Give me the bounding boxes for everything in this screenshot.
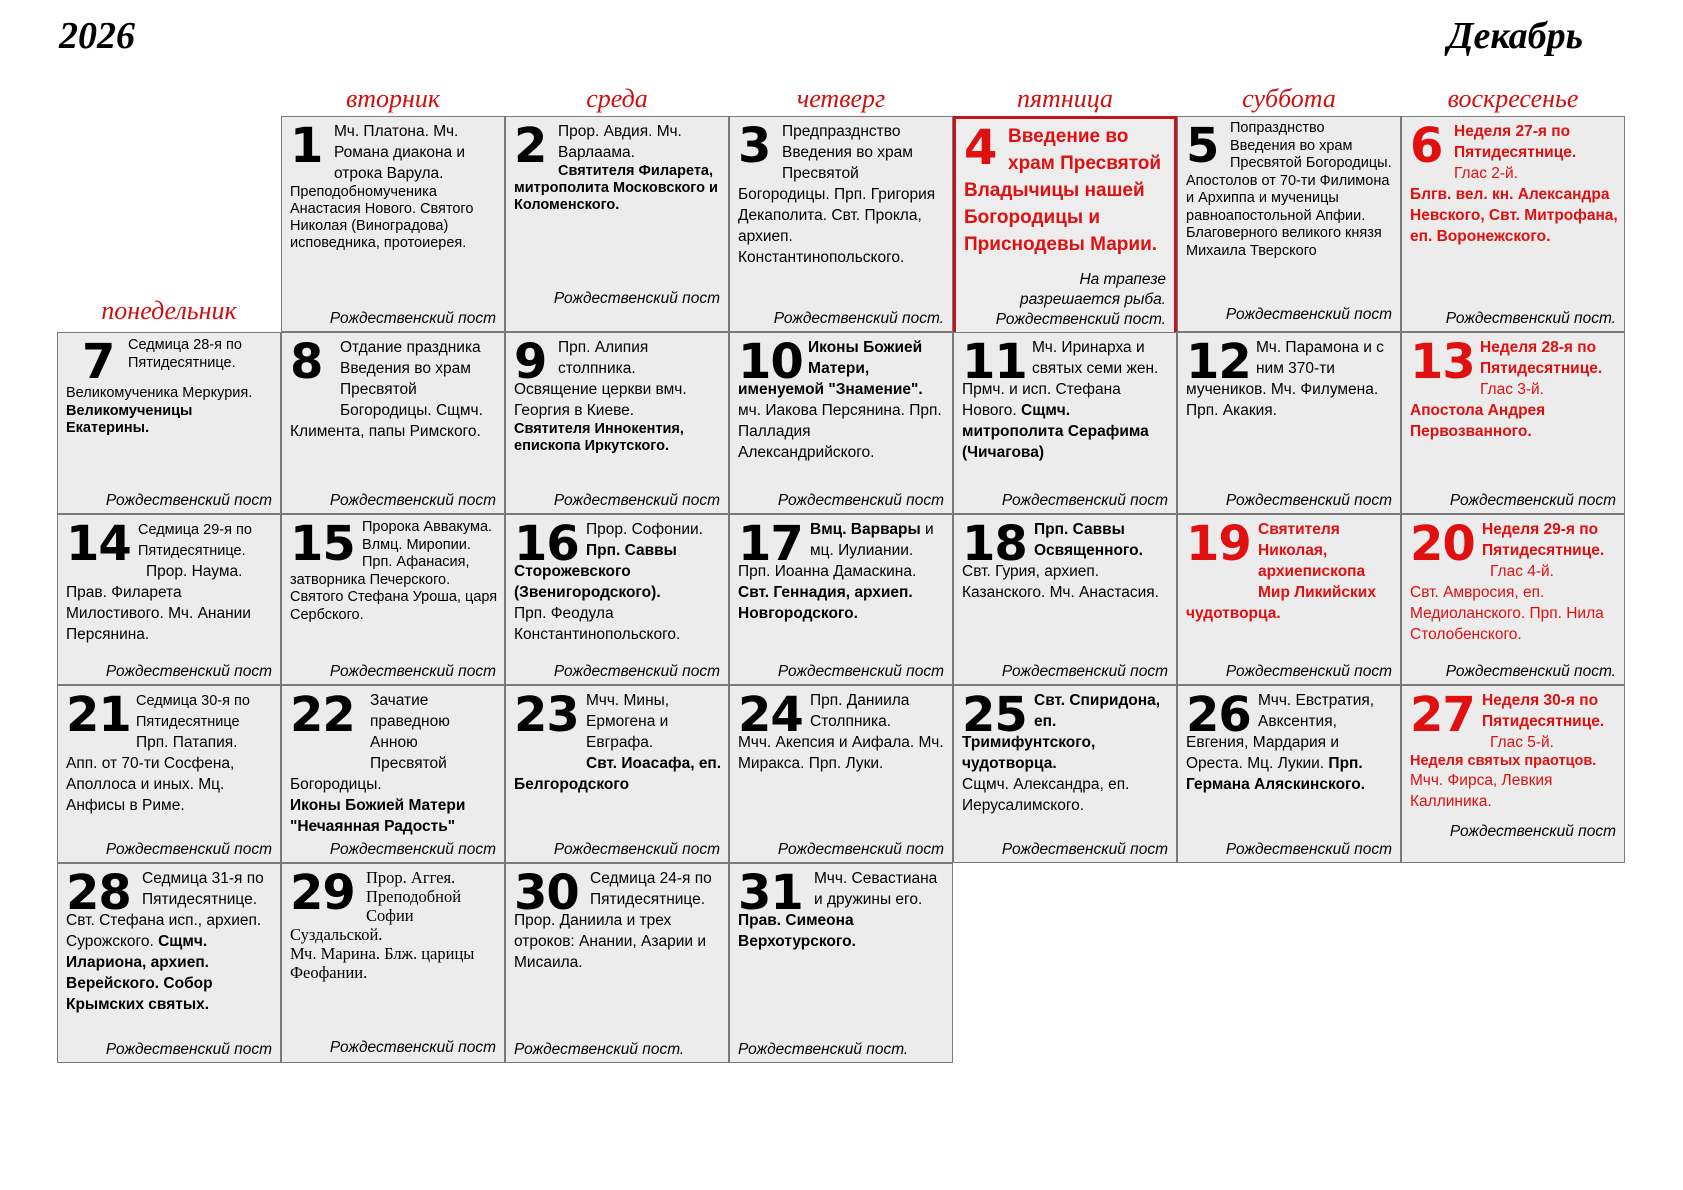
day-saints: Седмица 24-я по Пятидесятнице. Прор. Даниила и трех отроков: Анании, Азарии и Мисаила. (514, 870, 712, 971)
day-saints: Седмица 31-я по Пятидесятнице. Свт. Стефана исп., архиеп. Сурожского. Сщмч. Илариона, архиеп. Верейского. Собор Крымских святых. (66, 870, 264, 1013)
fast-label: Рождественский пост (553, 290, 720, 307)
day-saints: Святителя Николая, архиепископа Мир Ликийских чудотворца. (1186, 521, 1376, 622)
day-number: 11 (962, 334, 1027, 390)
day-saints: Прор. Софонии. Прп. Саввы Сторожевского (Звенигородского). Прп. Феодула Константинопольского. (514, 521, 703, 643)
day-number: 28 (66, 865, 131, 921)
day-saints: Вмц. Варвары и мц. Иулиании. Прп. Иоанна Дамаскина. Свт. Геннадия, архиеп. Новгородского. (738, 521, 934, 622)
day-cell-17[interactable] (729, 514, 953, 685)
day-number: 2 (514, 118, 547, 174)
day-cell-11[interactable] (953, 332, 1177, 514)
day-cell-6[interactable] (1401, 116, 1625, 332)
day-cell-2[interactable] (505, 116, 729, 332)
fast-label: Рождественский пост (105, 492, 272, 509)
dow-wednesday: среда (586, 84, 648, 113)
day-cell-21[interactable] (57, 685, 281, 863)
day-saints: Свт. Спиридона, еп. Тримифунтского, чудотворца. Сщмч. Александра, еп. Иерусалимского. (962, 692, 1161, 814)
day-number: 5 (1186, 118, 1219, 174)
day-number: 12 (1186, 334, 1251, 390)
day-cell-5[interactable] (1177, 116, 1401, 332)
day-number: 4 (964, 120, 997, 176)
day-saints: Предпразднство Введения во храм Пресвятой Богородицы. Прп. Григория Декаполита. Свт. Прокла, архиеп. Константинопольского. (738, 123, 936, 266)
fast-label: Рождественский пост (1225, 841, 1392, 858)
day-number: 27 (1410, 687, 1475, 743)
day-cell-1[interactable] (281, 116, 505, 332)
dow-saturday: суббота (1242, 84, 1336, 113)
day-number: 25 (962, 687, 1027, 743)
fast-label: Рождественский пост. (738, 1041, 909, 1058)
day-saints: Седмица 29-я по Пятидесятнице. Прор. Наума. Прав. Филарета Милостивого. Мч. Анании Персянина. (66, 522, 252, 643)
fast-label: Рождественский пост (329, 310, 496, 327)
fast-label: Рождественский пост (1225, 492, 1392, 509)
fast-label: Рождественский пост (105, 1041, 272, 1058)
day-cell-31[interactable] (729, 863, 953, 1063)
fast-label: Рождественский пост. (1445, 663, 1616, 680)
fast-label: Рождественский пост (1449, 492, 1616, 509)
day-number: 22 (290, 687, 355, 743)
day-saints: Иконы Божией Матери, именуемой "Знамение". мч. Иакова Персянина. Прп. Палладия Александрийского. (738, 339, 942, 461)
day-saints: Мчч. Мины, Ермогена и Евграфа. Свт. Иоасафа, еп. Белгородского (514, 692, 722, 793)
day-number: 13 (1410, 334, 1475, 390)
month-title: Декабрь (1447, 15, 1583, 57)
day-number: 18 (962, 516, 1027, 572)
day-saints: Зачатие праведною Анною Пресвятой Богородицы. Иконы Божией Матери "Нечаянная Радость" (290, 692, 466, 835)
day-number: 15 (290, 516, 355, 572)
day-saints: Попразднство Введения во храм Пресвятой Богородицы. Апостолов от 70-ти Филимона и Архиппа и мученицы равноапостольной Апфии. Благоверного великого князя Михаила Тверского (1186, 120, 1392, 259)
day-cell-29[interactable] (281, 863, 505, 1063)
day-saints: Мчч. Евстратия, Авксентия, Евгения, Мардария и Ореста. Мц. Лукии. Прп. Германа Аляскинского. (1186, 692, 1375, 793)
day-number: 17 (738, 516, 803, 572)
fast-label: Рождественский пост. (995, 311, 1166, 328)
day-cell-16[interactable] (505, 514, 729, 685)
fasting-note: На трапезе разрешается рыба. (1019, 271, 1166, 308)
day-number: 24 (738, 687, 803, 743)
fast-label: Рождественский пост (329, 663, 496, 680)
dow-tuesday: вторник (345, 84, 441, 113)
dow-thursday: четверг (796, 84, 886, 113)
day-cell-15[interactable] (281, 514, 505, 685)
day-cell-14[interactable] (57, 514, 281, 685)
day-number: 29 (290, 865, 355, 921)
day-saints: Прп. Даниила Столпника. Мчч. Акепсия и Аифала. Мч. Миракса. Прп. Луки. (738, 692, 944, 772)
fast-label: Рождественский пост (777, 492, 944, 509)
fast-label: Рождественский пост (329, 492, 496, 509)
day-saints: Неделя 28-я по Пятидесятнице. Глас 3-й. Апостола Андрея Первозванного. (1410, 339, 1603, 440)
day-number: 6 (1410, 118, 1443, 174)
day-cell-4[interactable] (953, 116, 1177, 335)
fast-label: Рождественский пост. (1445, 310, 1616, 327)
dow-monday: понедельник (101, 296, 237, 325)
fast-label: Рождественский пост (553, 492, 720, 509)
day-saints: Мч. Парамона и с ним 370-ти мучеников. Мч. Филумена. Прп. Акакия. (1186, 339, 1384, 419)
day-cell-12[interactable] (1177, 332, 1401, 514)
day-saints: Неделя 27-я по Пятидесятнице. Глас 2-й. Блгв. вел. кн. Александра Невского, Свт. Митрофана, еп. Воронежского. (1410, 123, 1618, 245)
day-cell-22[interactable] (281, 685, 505, 863)
fast-label: Рождественский пост (777, 841, 944, 858)
day-cell-26[interactable] (1177, 685, 1401, 863)
year-title: 2026 (59, 15, 135, 57)
day-cell-13[interactable] (1401, 332, 1625, 514)
day-number: 23 (514, 687, 579, 743)
day-cell-7[interactable] (57, 332, 281, 514)
fast-label: Рождественский пост (1225, 663, 1392, 680)
day-cell-25[interactable] (953, 685, 1177, 863)
day-saints: Седмица 30-я по Пятидесятнице Прп. Патапия. Апп. от 70-ти Сосфена, Аполлоса и иных. Мц. Анфисы в Риме. (66, 693, 250, 814)
day-number: 30 (514, 865, 579, 921)
day-saints: Неделя 29-я по Пятидесятнице. Глас 4-й. Свт. Амвросия, еп. Медиоланского. Прп. Нила Столобенского. (1410, 521, 1605, 643)
fast-label: Рождественский пост (553, 841, 720, 858)
day-number: 19 (1186, 516, 1251, 572)
day-number: 9 (514, 334, 547, 390)
day-cell-18[interactable] (953, 514, 1177, 685)
day-number: 16 (514, 516, 579, 572)
fast-label: Рождественский пост (1001, 841, 1168, 858)
day-saints: Пророка Аввакума. Влмц. Миропии. Прп. Афанасия, затворника Печерского. Святого Стефана Уроша, царя Сербского. (290, 519, 498, 623)
day-saints: Мчч. Севастиана и дружины его. Прав. Симеона Верхотурского. (738, 870, 938, 950)
day-cell-28[interactable] (57, 863, 281, 1063)
fast-label: Рождественский пост (1001, 492, 1168, 509)
fast-label: Рождественский пост (553, 663, 720, 680)
fast-label: Рождественский пост (1225, 306, 1392, 323)
day-number: 21 (66, 687, 131, 743)
dow-sunday: воскресенье (1447, 84, 1579, 113)
day-number: 14 (66, 516, 131, 572)
fast-label: Рождественский пост. (514, 1041, 685, 1058)
day-number: 31 (738, 865, 803, 921)
fast-label: Рождественский пост (329, 1039, 496, 1056)
dow-friday: пятница (1016, 84, 1114, 113)
day-cell-30[interactable] (505, 863, 729, 1063)
day-cell-23[interactable] (505, 685, 729, 863)
day-saints: Седмица 28-я по Пятидесятнице. Великомученика Меркурия. Великомученицы Екатерины. (66, 337, 253, 436)
day-number: 26 (1186, 687, 1251, 743)
day-saints: Неделя 30-я по Пятидесятнице. Глас 5-й. Неделя святых праотцов. Мчч. Фирса, Левкия Каллиника. (1410, 692, 1605, 810)
day-cell-9[interactable] (505, 332, 729, 514)
day-saints: Мч. Иринарха и святых семи жен. Прмч. и исп. Стефана Нового. Сщмч. митрополита Серафима (Чичагова) (962, 339, 1159, 461)
day-cell-8[interactable] (281, 332, 505, 514)
day-saints: Отдание праздника Введения во храм Пресвятой Богородицы. Сщмч. Климента, папы Римского. (290, 339, 483, 440)
day-cell-19[interactable] (1177, 514, 1401, 685)
day-saints: Прор. Авдия. Мч. Варлаама. Святителя Филарета, митрополита Московского и Коломенского. (514, 123, 718, 213)
day-saints: Мч. Платона. Мч. Романа диакона и отрока Варула. Преподобномученика Анастасия Нового. Святого Николая (Виноградова) исповедника, протоиерея. (290, 123, 474, 251)
fast-label: Рождественский пост (329, 841, 496, 858)
day-number: 8 (290, 334, 323, 390)
day-saints: Прп. Саввы Освященного. Свт. Гурия, архиеп. Казанского. Мч. Анастасия. (962, 521, 1159, 601)
fast-label: Рождественский пост (105, 841, 272, 858)
day-cell-20[interactable] (1401, 514, 1625, 685)
fast-label: Рождественский пост (777, 663, 944, 680)
day-number: 20 (1410, 516, 1475, 572)
day-number: 3 (738, 118, 771, 174)
day-cell-10[interactable] (729, 332, 953, 514)
day-number: 1 (290, 118, 323, 174)
day-cell-3[interactable] (729, 116, 953, 332)
day-cell-27[interactable] (1401, 685, 1625, 863)
fast-label: Рождественский пост (105, 663, 272, 680)
day-number: 7 (82, 334, 115, 390)
fast-label: Рождественский пост. (773, 310, 944, 327)
day-saints: Прп. Алипия столпника. Освящение церкви вмч. Георгия в Киеве. Святителя Иннокентия, епископа Иркутского. (514, 339, 687, 454)
day-saints: Прор. Аггея. Преподобной Софии Суздальской. Мч. Марина. Блж. царицы Феофании. (290, 868, 475, 982)
day-feast: Введение во храм Пресвятой Владычицы нашей Богородицы и Приснодевы Марии. (964, 126, 1162, 255)
fast-label: Рождественский пост (1449, 823, 1616, 840)
fast-label: Рождественский пост (1001, 663, 1168, 680)
day-cell-24[interactable] (729, 685, 953, 863)
day-number: 10 (738, 334, 803, 390)
